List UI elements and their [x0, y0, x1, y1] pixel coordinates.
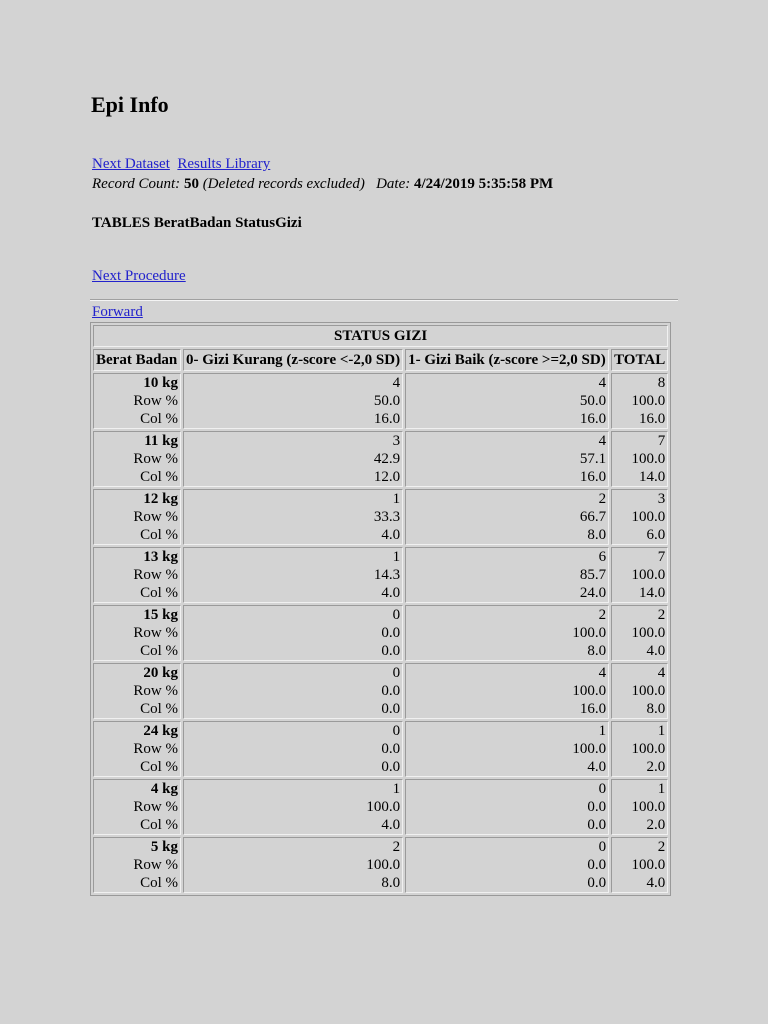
row-pct-label: Row % — [133, 857, 178, 873]
col-pct-value: 16.0 — [638, 411, 666, 427]
row-pct-value: 33.3 — [373, 509, 401, 525]
divider — [90, 299, 678, 301]
row-pct-value: 50.0 — [373, 393, 401, 409]
count-value: 1 — [657, 723, 666, 739]
row-pct-value: 57.1 — [579, 451, 607, 467]
record-info — [92, 176, 553, 193]
count-value: 7 — [657, 549, 666, 565]
value-cell — [183, 489, 403, 545]
value-cell — [183, 605, 403, 661]
count-value: 0 — [598, 781, 607, 797]
table-row — [93, 721, 668, 777]
column-header: 1- Gizi Baik (z-score >=2,0 SD) — [405, 349, 609, 371]
value-cell — [611, 721, 668, 777]
row-pct-value: 100.0 — [631, 683, 666, 699]
count-value: 2 — [392, 839, 401, 855]
table-row — [93, 489, 668, 545]
row-label: 15 kg — [143, 607, 178, 623]
value-cell — [405, 431, 609, 487]
value-cell — [405, 373, 609, 429]
value-cell — [183, 663, 403, 719]
col-pct-value: 4.0 — [381, 817, 401, 833]
command-text: TABLES BeratBadan StatusGizi — [92, 215, 302, 231]
value-cell — [405, 779, 609, 835]
nav-links — [92, 156, 270, 173]
col-pct-value: 8.0 — [587, 643, 607, 659]
row-pct-value: 85.7 — [579, 567, 607, 583]
forward-link[interactable]: Forward — [92, 304, 143, 320]
row-pct-value: 66.7 — [579, 509, 607, 525]
count-value: 8 — [657, 375, 666, 391]
row-label: 20 kg — [143, 665, 178, 681]
count-value: 1 — [392, 781, 401, 797]
col-pct-value: 8.0 — [646, 701, 666, 717]
row-pct-label: Row % — [133, 393, 178, 409]
col-pct-value: 8.0 — [587, 527, 607, 543]
row-pct-value: 100.0 — [631, 625, 666, 641]
col-pct-value: 4.0 — [587, 759, 607, 775]
value-cell — [405, 489, 609, 545]
count-value: 2 — [598, 491, 607, 507]
count-value: 7 — [657, 433, 666, 449]
row-pct-value: 100.0 — [631, 509, 666, 525]
row-pct-value: 100.0 — [631, 741, 666, 757]
row-label-cell — [93, 431, 181, 487]
value-cell — [183, 721, 403, 777]
count-value: 0 — [392, 607, 401, 623]
count-value: 1 — [392, 491, 401, 507]
row-label: 24 kg — [143, 723, 178, 739]
table-row — [93, 605, 668, 661]
date-value: 4/24/2019 5:35:58 PM — [414, 176, 554, 192]
col-pct-label: Col % — [140, 585, 178, 601]
value-cell — [611, 663, 668, 719]
row-label: 4 kg — [150, 781, 178, 797]
row-pct-value: 100.0 — [572, 741, 607, 757]
table-body — [93, 373, 668, 893]
table-row — [93, 373, 668, 429]
row-label-cell — [93, 663, 181, 719]
col-pct-value: 12.0 — [373, 469, 401, 485]
row-pct-label: Row % — [133, 509, 178, 525]
next-dataset-link[interactable]: Next Dataset — [92, 156, 170, 172]
col-pct-value: 6.0 — [646, 527, 666, 543]
col-pct-label: Col % — [140, 643, 178, 659]
row-pct-label: Row % — [133, 625, 178, 641]
col-pct-value: 24.0 — [579, 585, 607, 601]
count-value: 4 — [598, 375, 607, 391]
row-pct-label: Row % — [133, 567, 178, 583]
value-cell — [611, 489, 668, 545]
value-cell — [183, 373, 403, 429]
row-label-cell — [93, 721, 181, 777]
row-label-cell — [93, 547, 181, 603]
column-header: TOTAL — [611, 349, 668, 371]
value-cell — [183, 431, 403, 487]
value-cell — [611, 779, 668, 835]
count-value: 2 — [657, 607, 666, 623]
col-pct-value: 2.0 — [646, 817, 666, 833]
row-pct-label: Row % — [133, 451, 178, 467]
value-cell — [611, 605, 668, 661]
row-pct-value: 100.0 — [631, 567, 666, 583]
count-value: 1 — [598, 723, 607, 739]
page-title: Epi Info — [91, 92, 169, 117]
table-row — [93, 547, 668, 603]
column-header: Berat Badan — [93, 349, 181, 371]
table-row — [93, 779, 668, 835]
value-cell — [611, 431, 668, 487]
value-cell — [405, 605, 609, 661]
record-count-label: Record Count: — [92, 176, 181, 192]
row-pct-value: 100.0 — [631, 857, 666, 873]
row-label: 12 kg — [143, 491, 178, 507]
count-value: 2 — [598, 607, 607, 623]
count-value: 0 — [392, 665, 401, 681]
row-pct-value: 100.0 — [631, 451, 666, 467]
col-pct-value: 0.0 — [381, 701, 401, 717]
results-library-link[interactable]: Results Library — [177, 156, 271, 172]
value-cell — [611, 837, 668, 893]
next-procedure-link[interactable]: Next Procedure — [92, 268, 186, 284]
row-pct-value: 0.0 — [381, 741, 401, 757]
count-value: 1 — [657, 781, 666, 797]
col-pct-value: 14.0 — [638, 585, 666, 601]
row-pct-value: 100.0 — [572, 683, 607, 699]
count-value: 6 — [598, 549, 607, 565]
row-label: 13 kg — [143, 549, 178, 565]
date-label: Date: — [376, 176, 411, 192]
col-pct-value: 16.0 — [373, 411, 401, 427]
row-pct-label: Row % — [133, 683, 178, 699]
record-count-value: 50 — [183, 176, 199, 192]
count-value: 4 — [598, 665, 607, 681]
row-pct-value: 0.0 — [381, 625, 401, 641]
col-pct-value: 16.0 — [579, 701, 607, 717]
table-row — [93, 837, 668, 893]
table-row — [93, 431, 668, 487]
col-pct-value: 16.0 — [579, 469, 607, 485]
col-pct-value: 0.0 — [587, 875, 607, 891]
col-pct-value: 4.0 — [381, 585, 401, 601]
row-pct-label: Row % — [133, 799, 178, 815]
col-pct-label: Col % — [140, 411, 178, 427]
count-value: 3 — [657, 491, 666, 507]
col-pct-label: Col % — [140, 701, 178, 717]
row-pct-value: 0.0 — [587, 857, 607, 873]
row-pct-label: Row % — [133, 741, 178, 757]
row-label-cell — [93, 779, 181, 835]
col-pct-value: 2.0 — [646, 759, 666, 775]
value-cell — [405, 547, 609, 603]
column-header: 0- Gizi Kurang (z-score <-2,0 SD) — [183, 349, 403, 371]
row-label-cell — [93, 489, 181, 545]
row-label: 5 kg — [150, 839, 178, 855]
group-header: STATUS GIZI — [93, 325, 668, 347]
row-label: 11 kg — [144, 433, 178, 449]
count-value: 4 — [657, 665, 666, 681]
row-pct-value: 100.0 — [631, 799, 666, 815]
frequency-table — [90, 322, 671, 896]
value-cell — [405, 663, 609, 719]
table-row — [93, 663, 668, 719]
row-pct-value: 50.0 — [579, 393, 607, 409]
row-label: 10 kg — [143, 375, 178, 391]
row-pct-value: 100.0 — [366, 799, 401, 815]
col-pct-value: 4.0 — [381, 527, 401, 543]
col-pct-label: Col % — [140, 759, 178, 775]
value-cell — [183, 837, 403, 893]
row-label-cell — [93, 837, 181, 893]
row-pct-value: 14.3 — [373, 567, 401, 583]
value-cell — [611, 547, 668, 603]
value-cell — [183, 547, 403, 603]
col-pct-label: Col % — [140, 469, 178, 485]
col-pct-label: Col % — [140, 817, 178, 833]
col-pct-value: 0.0 — [381, 759, 401, 775]
col-pct-value: 0.0 — [587, 817, 607, 833]
count-value: 0 — [392, 723, 401, 739]
count-value: 4 — [598, 433, 607, 449]
col-pct-label: Col % — [140, 875, 178, 891]
value-cell — [611, 373, 668, 429]
row-pct-value: 100.0 — [572, 625, 607, 641]
count-value: 3 — [392, 433, 401, 449]
row-pct-value: 0.0 — [587, 799, 607, 815]
count-value: 1 — [392, 549, 401, 565]
count-value: 0 — [598, 839, 607, 855]
row-pct-value: 0.0 — [381, 683, 401, 699]
count-value: 4 — [392, 375, 401, 391]
col-pct-value: 8.0 — [381, 875, 401, 891]
col-pct-value: 4.0 — [646, 875, 666, 891]
row-pct-value: 42.9 — [373, 451, 401, 467]
col-pct-value: 0.0 — [381, 643, 401, 659]
row-label-cell — [93, 605, 181, 661]
col-pct-value: 4.0 — [646, 643, 666, 659]
row-pct-value: 100.0 — [366, 857, 401, 873]
col-pct-label: Col % — [140, 527, 178, 543]
count-value: 2 — [657, 839, 666, 855]
value-cell — [405, 721, 609, 777]
col-pct-value: 16.0 — [579, 411, 607, 427]
col-pct-value: 14.0 — [638, 469, 666, 485]
row-pct-value: 100.0 — [631, 393, 666, 409]
value-cell — [183, 779, 403, 835]
deleted-note: (Deleted records excluded) — [202, 176, 365, 192]
row-label-cell — [93, 373, 181, 429]
value-cell — [405, 837, 609, 893]
